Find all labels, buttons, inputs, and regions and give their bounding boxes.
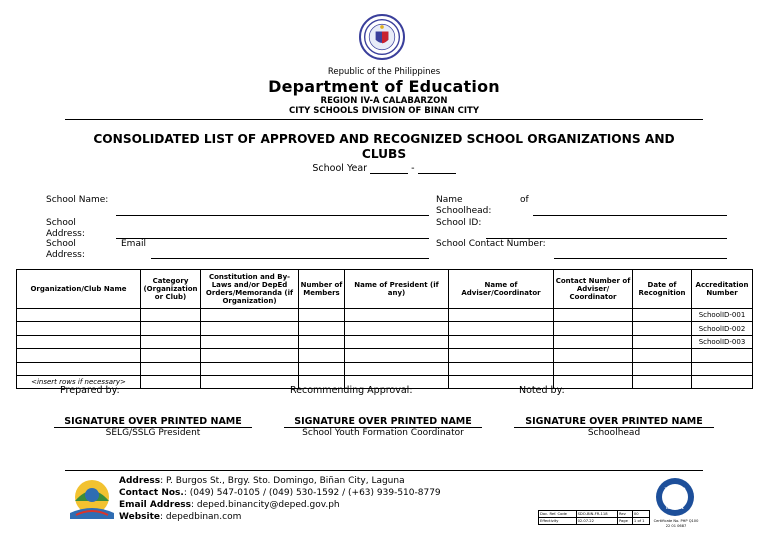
doc-ref-cell: 1 of 1 bbox=[632, 518, 649, 525]
noted-by-label: Noted by: bbox=[519, 385, 565, 396]
table-cell[interactable] bbox=[345, 362, 449, 375]
school-id-label: School ID: bbox=[436, 218, 482, 228]
contact-label: Contact Nos. bbox=[119, 488, 184, 498]
table-cell[interactable] bbox=[201, 375, 299, 388]
school-email-line[interactable] bbox=[151, 258, 429, 259]
column-header: Category (Organization or Club) bbox=[141, 270, 201, 309]
school-year-separator: - bbox=[411, 163, 415, 174]
school-email-label-3: Address: bbox=[46, 250, 85, 260]
table-cell[interactable] bbox=[449, 335, 554, 348]
organizations-table bbox=[16, 269, 753, 389]
school-address-line[interactable] bbox=[116, 238, 429, 239]
table-row bbox=[17, 322, 753, 335]
schoolhead-label-2: of bbox=[520, 195, 529, 205]
table-cell[interactable] bbox=[554, 322, 633, 335]
table-cell[interactable] bbox=[345, 349, 449, 362]
doc-ref-cell: 00 bbox=[632, 511, 649, 518]
table-cell[interactable] bbox=[141, 375, 201, 388]
email-value[interactable]: : deped.binancity@deped.gov.ph bbox=[191, 500, 340, 510]
table-cell[interactable] bbox=[633, 322, 692, 335]
table-cell[interactable] bbox=[201, 335, 299, 348]
school-email-label-2: Email bbox=[121, 239, 146, 249]
contact-value: : (049) 547-0105 / (049) 530-1592 / (+63) 939-510-8779 bbox=[183, 488, 441, 498]
table-cell[interactable] bbox=[554, 362, 633, 375]
table-cell[interactable] bbox=[633, 362, 692, 375]
prepared-by-label: Prepared by: bbox=[60, 385, 120, 396]
table-cell[interactable] bbox=[449, 322, 554, 335]
column-header: Name of Adviser/Coordinator bbox=[449, 270, 554, 309]
signature-name: SIGNATURE OVER PRINTED NAME bbox=[64, 416, 242, 427]
table-cell[interactable] bbox=[141, 349, 201, 362]
certificate-line-2: 22 01 0687 bbox=[665, 523, 687, 528]
title-line-1: CONSOLIDATED LIST OF APPROVED AND RECOGNIZED SCHOOL ORGANIZATIONS AND bbox=[93, 132, 675, 146]
table-cell[interactable] bbox=[201, 322, 299, 335]
table-cell[interactable] bbox=[554, 375, 633, 388]
table-cell[interactable] bbox=[299, 362, 345, 375]
accreditation-number-cell[interactable]: SchoolID-002 bbox=[692, 322, 753, 335]
schoolhead-label-1: Name bbox=[436, 195, 463, 205]
school-address-label: School Address: bbox=[46, 218, 85, 239]
table-row bbox=[17, 335, 753, 348]
table-cell[interactable] bbox=[17, 322, 141, 335]
signer-role: Schoolhead bbox=[587, 428, 641, 438]
doc-ref-cell: Doc. Ref. Code bbox=[539, 511, 577, 518]
department-title: Department of Education bbox=[268, 77, 500, 96]
table-cell[interactable] bbox=[17, 309, 141, 322]
school-year-end-blank[interactable] bbox=[418, 164, 456, 174]
table-cell[interactable] bbox=[345, 322, 449, 335]
table-cell[interactable] bbox=[141, 335, 201, 348]
signer-role: School Youth Formation Coordinator bbox=[302, 428, 464, 438]
division-logo bbox=[66, 475, 118, 523]
footer-address bbox=[119, 475, 441, 487]
school-name-line[interactable] bbox=[116, 215, 429, 216]
table-cell[interactable] bbox=[141, 322, 201, 335]
iso-badge-icon bbox=[655, 477, 695, 517]
table-cell[interactable] bbox=[345, 309, 449, 322]
document-title bbox=[60, 132, 708, 162]
signature-name: SIGNATURE OVER PRINTED NAME bbox=[294, 416, 472, 427]
table-cell[interactable] bbox=[17, 362, 141, 375]
iso-label-text: ISO 9001 bbox=[666, 505, 684, 510]
certificate-line-1: Certificate No. PHP Q100 bbox=[653, 519, 699, 523]
table-cell[interactable] bbox=[633, 335, 692, 348]
accreditation-number-cell[interactable]: SchoolID-003 bbox=[692, 335, 753, 348]
footer-website bbox=[119, 511, 441, 523]
signer-role: SELG/SSLG President bbox=[105, 428, 201, 438]
schoolhead-label-3: Schoolhead: bbox=[436, 206, 492, 216]
certificate-number bbox=[648, 519, 704, 528]
column-header: Contact Number of Adviser/ Coordinator bbox=[554, 270, 633, 309]
table-row bbox=[17, 309, 753, 322]
column-header: Accreditation Number bbox=[692, 270, 753, 309]
table-cell[interactable] bbox=[141, 362, 201, 375]
table-cell[interactable] bbox=[17, 349, 141, 362]
table-cell[interactable] bbox=[141, 309, 201, 322]
column-header: Date of Recognition bbox=[633, 270, 692, 309]
doc-ref-cell: Page bbox=[617, 518, 632, 525]
division-label: CITY SCHOOLS DIVISION OF BINAN CITY bbox=[288, 106, 480, 116]
signature-block-schoolhead bbox=[514, 416, 714, 438]
table-row bbox=[17, 349, 753, 362]
email-label: Email Address bbox=[119, 500, 192, 510]
accreditation-number-cell[interactable]: SchoolID-001 bbox=[692, 309, 753, 322]
signature-block-president bbox=[54, 416, 252, 438]
table-cell[interactable] bbox=[449, 362, 554, 375]
iso-certification-badge bbox=[655, 477, 695, 517]
school-year-start-blank[interactable] bbox=[370, 164, 408, 174]
table-cell[interactable] bbox=[201, 362, 299, 375]
column-header: Name of President (if any) bbox=[345, 270, 449, 309]
region-label: REGION IV-A CALABARZON bbox=[320, 96, 448, 106]
accreditation-number-cell[interactable] bbox=[692, 349, 753, 362]
seal-icon bbox=[361, 16, 403, 58]
schoolhead-line[interactable] bbox=[533, 215, 727, 216]
doc-ref-cell: 02.07.22 bbox=[576, 518, 617, 525]
table-cell[interactable] bbox=[299, 349, 345, 362]
division-logo-icon bbox=[66, 475, 118, 523]
footer-email bbox=[119, 499, 441, 511]
table-cell[interactable] bbox=[633, 309, 692, 322]
school-year-label: School Year bbox=[312, 163, 368, 174]
table-cell[interactable] bbox=[554, 309, 633, 322]
table-cell[interactable] bbox=[299, 335, 345, 348]
contact-number-line[interactable] bbox=[554, 258, 727, 259]
column-header: Number of Members bbox=[299, 270, 345, 309]
document-reference-table bbox=[538, 510, 650, 525]
accreditation-number-cell[interactable] bbox=[692, 362, 753, 375]
table-cell[interactable] bbox=[299, 309, 345, 322]
table-cell[interactable] bbox=[633, 349, 692, 362]
address-label: Address bbox=[119, 476, 161, 486]
school-year-row bbox=[0, 163, 768, 174]
table-cell[interactable] bbox=[201, 349, 299, 362]
title-line-2: CLUBS bbox=[361, 147, 407, 161]
school-email-label-1: School bbox=[46, 239, 76, 249]
footer-divider bbox=[65, 470, 703, 471]
doc-ref-cell: SDO-BIN-FR-118 bbox=[576, 511, 617, 518]
website-value[interactable]: : depedbinan.com bbox=[160, 512, 242, 522]
doc-ref-cell: Rev bbox=[617, 511, 632, 518]
deped-seal-logo bbox=[359, 14, 405, 60]
signature-name: SIGNATURE OVER PRINTED NAME bbox=[525, 416, 703, 427]
column-header: Constitution and By-Laws and/or DepEd Orders/Memoranda (if Organization) bbox=[201, 270, 299, 309]
insert-rows-note: <insert rows if necessary> bbox=[17, 375, 141, 388]
republic-label: Republic of the Philippines bbox=[327, 67, 441, 77]
school-name-label: School Name: bbox=[46, 195, 109, 205]
website-label: Website bbox=[119, 512, 161, 522]
table-cell[interactable] bbox=[554, 335, 633, 348]
doc-ref-row bbox=[539, 511, 650, 518]
doc-ref-cell: Effectivity bbox=[539, 518, 577, 525]
footer-contact-numbers bbox=[119, 487, 441, 499]
table-row bbox=[17, 362, 753, 375]
contact-number-label: School Contact Number: bbox=[436, 239, 546, 249]
table-cell[interactable] bbox=[633, 375, 692, 388]
column-header: Organization/Club Name bbox=[17, 270, 141, 309]
table-header-row bbox=[17, 270, 753, 309]
table-cell[interactable] bbox=[17, 335, 141, 348]
header-divider bbox=[65, 119, 703, 120]
signature-block-coordinator bbox=[284, 416, 482, 438]
table-cell[interactable] bbox=[692, 375, 753, 388]
table-cell[interactable] bbox=[345, 335, 449, 348]
table-cell[interactable] bbox=[449, 309, 554, 322]
table-cell[interactable] bbox=[449, 349, 554, 362]
doc-ref-row bbox=[539, 518, 650, 525]
table-cell[interactable] bbox=[201, 309, 299, 322]
recommending-approval-label: Recommending Approval: bbox=[290, 385, 413, 396]
table-cell[interactable] bbox=[299, 322, 345, 335]
table-cell[interactable] bbox=[554, 349, 633, 362]
footer-contact-block bbox=[119, 475, 441, 523]
address-value: : P. Burgos St., Brgy. Sto. Domingo, Biñan City, Laguna bbox=[160, 476, 405, 486]
iso-brand-text: TÜV NORD bbox=[664, 486, 686, 491]
